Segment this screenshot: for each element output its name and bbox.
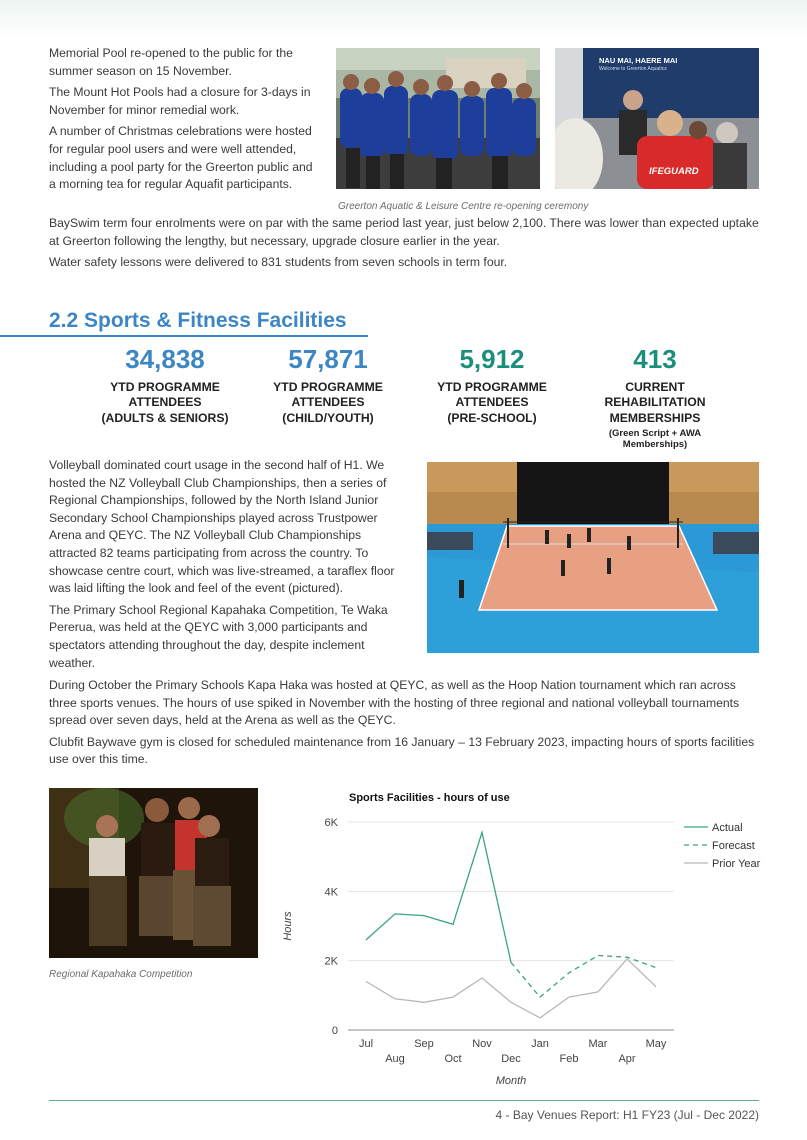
x-tick-label: Feb [559, 1053, 579, 1065]
series-line-actual [366, 832, 511, 962]
footer-text: 4 - Bay Venues Report: H1 FY23 (Jul - Dec 2022) [495, 1108, 759, 1122]
legend-label: Prior Year [712, 858, 761, 870]
section-underline [0, 335, 368, 337]
x-tick-label: Jan [531, 1038, 549, 1050]
y-tick-label: 6K [324, 817, 338, 829]
sports-paragraph-1: Volleyball dominated court usage in the second half of H1. We hosted the NZ Volleyball Club Championships, then a series of Regional Championships, followed by the North Island Junior Secondary School Championships played across Trustpower Arena and QEYC. The NZ Volleyball Club Championships attracted 82 teams participating from across the country. To showcase centre court, which was live-streamed, a taraflex floor was laid lifting the look and feel of the event (pictured). [49, 458, 395, 596]
x-tick-label: Oct [444, 1053, 462, 1065]
stat-label-line1: YTD PROGRAMME [110, 380, 220, 394]
series-line-forecast [511, 956, 656, 998]
stat-label-line2: ATTENDEES [291, 395, 365, 410]
x-tick-label: Mar [588, 1038, 608, 1050]
intro-column [49, 45, 319, 194]
sports-paragraph-4: Clubfit Baywave gym is closed for scheduled maintenance from 16 January – 13 February 2023, impacting hours of sports facilities use over this time. [49, 734, 755, 767]
intro-paragraph-2: The Mount Hot Pools had a closure for 3-days in November for minor remedial work. [49, 85, 311, 117]
sports-paragraph-2: The Primary School Regional Kapahaka Competition, Te Waka Pererua, was held at the QEYC with 3,000 participants and spectators attending throughout the day, despite inclement weather. [49, 602, 388, 670]
kapahaka-caption: Regional Kapahaka Competition [49, 969, 193, 980]
intro-paragraph-4: BaySwim term four enrolments were on par with the same period last year, just below 2,100. There was lower than expected uptake at Greerton following the lengthy, but necessary, upgrade closure earlier in the year. [49, 216, 759, 248]
kapahaka-photo [49, 788, 258, 958]
stat-sub-line2: Memberships) [622, 439, 688, 451]
legend-label: Forecast [712, 840, 755, 852]
stat-label-line1: YTD PROGRAMME [437, 380, 547, 394]
stat-label-line3: (ADULTS & SENIORS) [101, 410, 229, 425]
x-tick-label: Nov [472, 1038, 492, 1050]
ceremony-crowd-photo [336, 48, 540, 189]
x-tick-label: Dec [501, 1053, 521, 1065]
y-tick-label: 2K [324, 955, 338, 968]
stat-label-line3: (CHILD/YOUTH) [282, 410, 374, 425]
ceremony-caption: Greerton Aquatic & Leisure Centre re-opening ceremony [338, 201, 589, 212]
x-tick-label: Sep [414, 1038, 434, 1050]
stat-value: 57,871 [288, 344, 368, 374]
intro-wide-column [49, 215, 759, 272]
stat-sub-line1: (Green Script + AWA [608, 428, 702, 440]
footer-rule [49, 1100, 759, 1101]
chart-title: Sports Facilities - hours of use [349, 792, 510, 804]
stat-rehab-memberships [590, 344, 720, 450]
x-tick-label: Jul [358, 1038, 374, 1050]
x-tick-label: May [645, 1038, 667, 1050]
stat-label-line1: YTD PROGRAMME [273, 380, 383, 394]
stat-child-youth [263, 344, 393, 426]
x-axis-label: Month [495, 1075, 527, 1087]
y-tick-label: 4K [324, 886, 338, 899]
stat-label-line3: MEMBERSHIPS [609, 410, 701, 425]
stat-adults-seniors [100, 344, 230, 426]
stat-value: 5,912 [459, 344, 525, 374]
stat-label-line2: REHABILITATION [604, 395, 706, 410]
intro-paragraph-1: Memorial Pool re-opened to the public for the summer season on 15 November. [49, 46, 293, 78]
sports-wide-column [49, 677, 759, 769]
sign-text-2: Welcome to Greerton Aquatics [599, 66, 667, 72]
stat-value: 34,838 [125, 344, 205, 374]
stat-pre-school [427, 344, 557, 426]
stat-label-line3: (PRE-SCHOOL) [447, 410, 537, 425]
ceremony-speech-photo [555, 48, 759, 189]
hours-of-use-chart [278, 785, 762, 1090]
intro-paragraph-3: A number of Christmas celebrations were hosted for regular pool users and were well attended, including a pool party for the Greerton public and a morning tea for regular Aquafit participants. [49, 124, 313, 192]
x-tick-label: Apr [618, 1053, 636, 1065]
sports-column [49, 457, 404, 672]
sports-paragraph-3: During October the Primary Schools Kapa Haka was hosted at QEYC, as well as the Hoop Nation tournament which ran across three sports venues. The hours of use spiked in November with the hosting of three regional and national volleyball tournaments spread over seven days, held at the Arena as well as the QEYC. [49, 678, 740, 728]
y-axis-label: Hours [282, 911, 294, 941]
header-wash [0, 0, 807, 40]
lifeguard-text: IFEGUARD [649, 166, 699, 177]
y-tick-label: 0 [331, 1025, 338, 1037]
stat-label-line1: CURRENT [625, 380, 685, 394]
stat-label-line2: ATTENDEES [455, 395, 529, 410]
volleyball-court-photo [427, 462, 759, 653]
intro-paragraph-5: Water safety lessons were delivered to 831 students from seven schools in term four. [49, 255, 508, 270]
x-tick-label: Aug [385, 1053, 405, 1065]
stat-value: 413 [633, 344, 677, 374]
section-title: 2.2 Sports & Fitness Facilities [49, 309, 347, 332]
legend-label: Actual [712, 822, 743, 834]
stat-label-line2: ATTENDEES [128, 395, 202, 410]
series-line-prior-year [366, 959, 656, 1018]
chart-svg [278, 785, 762, 1090]
sign-text-1: NAU MAI, HAERE MAI [599, 56, 678, 65]
